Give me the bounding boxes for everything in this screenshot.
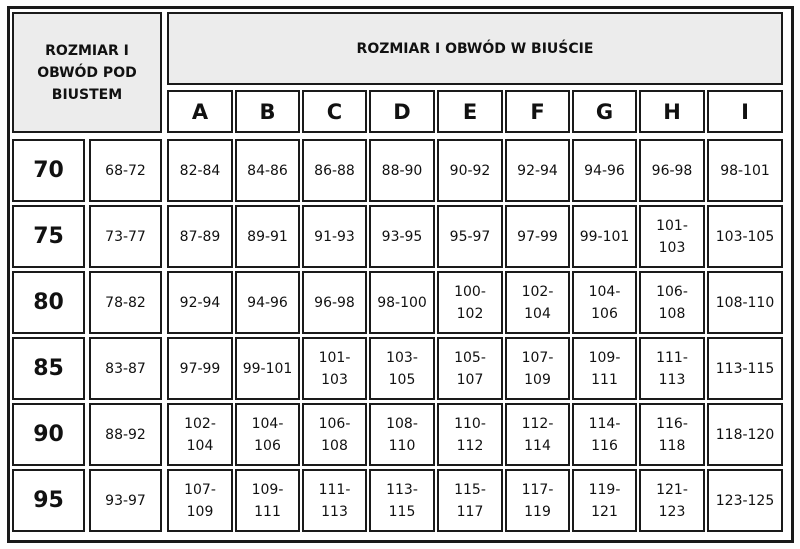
bust-cell [235,469,300,532]
bust-cell-text [656,413,688,457]
bust-cell-line: 113- [386,481,418,498]
cup-header-f-text [530,100,544,124]
cup-header-d [369,90,435,133]
cup-header-a [167,90,233,133]
bust-cell-text [319,479,351,523]
bust-cell-line: 106- [656,283,688,300]
bust-cell-text [184,479,216,523]
bust-cell-line: 95-97 [449,228,491,245]
underbust-range-line: 68-72 [105,162,146,179]
bust-cell-line: 105 [388,371,416,388]
bust-cell-text [589,479,621,523]
bust-cell-text [314,292,355,314]
bust-cell [639,139,705,202]
bust-cell-line: 113 [658,371,686,388]
cup-header-e-line: E [462,99,478,124]
bust-cell-line: 119 [524,503,551,520]
bust-cell-text [522,347,554,391]
bust-cell-text [180,358,221,380]
bust-cell-line: 110 [388,437,416,454]
bust-cell-line: 101- [656,217,688,234]
cup-header-g-text [596,100,613,124]
cup-header-g-line: G [595,99,614,124]
bust-cell-line: 99-101 [579,228,630,245]
band-size-95-line: 95 [33,488,64,513]
band-size-85-line: 85 [33,356,64,381]
bust-cell-line: 118 [658,437,686,454]
bust-cell-text [656,281,688,325]
underbust-range [89,403,162,466]
bust-header-line: ROZMIAR I OBWÓD W BIUŚCIE [356,40,594,57]
cup-header-a-line: A [191,99,209,124]
bust-cell-text [656,215,688,259]
band-size-90-line: 90 [33,422,64,447]
bust-cell-text [386,413,418,457]
underbust-range-line: 83-87 [105,360,146,377]
bust-cell-line: 99-101 [242,360,293,377]
bust-cell [369,271,435,334]
bust-cell-text [382,160,423,182]
bust-cell-text [454,281,486,325]
cup-header-i-line: I [741,99,749,124]
bust-cell-text [247,160,288,182]
band-size-95 [12,469,85,532]
bust-cell [167,139,233,202]
cup-header-a-text [192,100,208,124]
bust-cell-text [517,160,558,182]
bust-cell-text [522,479,554,523]
bust-cell-text [716,226,775,248]
band-size-80-line: 80 [33,290,64,315]
bust-cell-text [716,292,775,314]
bust-cell-text [589,347,621,391]
bust-cell-text [180,226,221,248]
bust-cell-text [454,347,486,391]
bust-cell-line: 111- [656,349,688,366]
bust-cell-text [720,160,770,182]
bust-cell-line: 117 [456,503,484,520]
bust-cell-text [386,479,418,523]
bust-cell [167,469,233,532]
bust-cell-line: 101- [318,349,351,366]
bust-cell-line: 108 [658,305,686,322]
bust-cell [639,403,705,466]
bust-cell-line: 102- [184,415,216,432]
cup-header-f-line: F [530,99,545,124]
cup-header-h-text [663,100,681,124]
bust-header [167,12,783,85]
bust-cell-line: 108 [321,437,348,454]
bust-cell [302,139,367,202]
bust-cell [639,337,705,400]
bust-cell-line: 113 [321,503,348,520]
bust-cell [235,403,300,466]
bust-cell-line: 107- [521,349,554,366]
bust-cell [437,139,503,202]
bust-cell-text [589,413,621,457]
bust-cell-text [517,226,558,248]
bust-cell-text [180,160,221,182]
bust-cell-text [652,160,693,182]
bust-cell-line: 111 [254,503,281,520]
cup-header-b-line: B [259,99,276,124]
bust-cell-text [580,226,630,248]
bust-cell-line: 109 [524,371,551,388]
underbust-range-line: 78-82 [105,294,146,311]
bust-cell [167,403,233,466]
bust-cell [505,337,570,400]
bust-cell-line: 89-91 [247,228,288,245]
cup-header-i-text [741,100,749,124]
bust-cell-line: 94-96 [247,294,288,311]
underbust-range [89,337,162,400]
bust-cell-line: 109- [251,481,284,498]
bust-cell-text [247,292,288,314]
band-size-95-text [33,488,64,513]
bust-cell [707,271,783,334]
underbust-range-text [105,160,146,182]
bust-cell [639,205,705,268]
bust-cell [437,337,503,400]
bust-cell-text [454,479,486,523]
bust-cell [707,469,783,532]
bust-cell [369,403,435,466]
bust-cell-line: 104 [524,305,551,322]
bust-cell-line: 93-95 [381,228,423,245]
bust-cell [302,271,367,334]
underbust-header-line: OBWÓD POD [37,64,137,81]
cup-header-e-text [463,100,477,124]
band-size-90-text [33,422,64,447]
bust-cell-line: 97-99 [179,360,221,377]
bust-cell-line: 88-90 [381,162,423,179]
bust-cell-line: 96-98 [651,162,693,179]
bust-cell [639,469,705,532]
bust-cell-line: 116 [591,437,618,454]
bust-cell-line: 98-100 [377,294,427,311]
band-size-85-text [33,356,64,381]
bust-cell-line: 105- [454,349,486,366]
bust-cell [707,139,783,202]
bust-cell-text [180,292,221,314]
bust-cell-line: 82-84 [179,162,221,179]
cup-header-c-text [327,100,342,124]
bust-cell-text [184,413,216,457]
band-size-70-text [33,158,64,183]
bust-cell-line: 104- [251,415,284,432]
underbust-range-text [105,358,146,380]
underbust-range-line: 93-97 [105,492,146,509]
bust-cell-line: 109 [186,503,214,520]
band-size-75-text [33,224,64,249]
bust-cell-text [450,160,491,182]
bust-cell-line: 112 [456,437,484,454]
bust-cell-text [522,281,554,325]
underbust-range-line: 73-77 [105,228,146,245]
bust-cell-line: 111 [591,371,618,388]
bust-cell-text [386,347,418,391]
bust-cell [572,403,637,466]
underbust-range [89,469,162,532]
cup-header-h [639,90,705,133]
bust-cell-text [716,490,775,512]
bust-cell-line: 103 [321,371,348,388]
bust-cell-line: 92-94 [517,162,558,179]
bust-cell-line: 118-120 [715,426,775,443]
bust-cell [572,205,637,268]
bust-cell-text [377,292,427,314]
bust-cell-line: 84-86 [247,162,288,179]
cup-header-d-line: D [393,99,411,124]
bust-cell-line: 86-88 [314,162,355,179]
bust-cell-line: 108-110 [715,294,775,311]
bust-cell-line: 117- [521,481,554,498]
bust-cell-text [522,413,554,457]
underbust-range-text [105,490,146,512]
cup-header-f [505,90,570,133]
bust-cell-text [247,226,288,248]
bust-cell [302,337,367,400]
bust-cell-line: 98-101 [720,162,770,179]
bust-cell [167,271,233,334]
cup-header-h-line: H [663,99,681,124]
bust-cell-line: 102- [521,283,554,300]
bust-cell-text [243,358,293,380]
band-size-75-line: 75 [33,224,64,249]
bust-cell-line: 123 [658,503,686,520]
underbust-header [12,12,162,133]
bust-header-text [357,38,594,60]
bust-cell-text [450,226,491,248]
bust-cell [302,469,367,532]
bust-cell-line: 100- [454,283,486,300]
bust-cell [707,337,783,400]
bust-cell-line: 123-125 [715,492,775,509]
bust-cell-line: 109- [588,349,621,366]
bust-cell-line: 115- [454,481,486,498]
underbust-range-text [105,292,146,314]
bust-cell-text [716,424,775,446]
bust-cell-line: 112- [521,415,554,432]
bust-cell [369,337,435,400]
bust-cell-line: 102 [456,305,484,322]
cup-header-c [302,90,367,133]
bust-cell-line: 119- [588,481,621,498]
bust-cell-line: 115 [388,503,416,520]
bust-cell-line: 90-92 [449,162,491,179]
bust-cell-line: 104 [186,437,214,454]
bust-cell-line: 114- [588,415,621,432]
bust-cell [437,469,503,532]
bust-cell-line: 103- [386,349,418,366]
cup-header-b-text [259,100,275,124]
cup-header-i [707,90,783,133]
band-size-90 [12,403,85,466]
bust-cell-text [454,413,486,457]
bust-cell-text [584,160,625,182]
bust-cell-line: 107 [456,371,484,388]
bust-cell [167,205,233,268]
bust-cell [707,403,783,466]
bust-cell [505,469,570,532]
bust-cell-line: 114 [524,437,551,454]
bust-cell-line: 91-93 [314,228,355,245]
bust-cell [505,139,570,202]
band-size-80-text [33,290,64,315]
bust-cell-line: 110- [454,415,486,432]
bust-cell [505,271,570,334]
bust-cell-text [716,358,775,380]
bust-cell [505,205,570,268]
underbust-range [89,271,162,334]
bust-cell [639,271,705,334]
bust-cell-line: 113-115 [715,360,775,377]
band-size-70 [12,139,85,202]
bust-cell [302,403,367,466]
bust-cell [437,403,503,466]
bust-cell [369,139,435,202]
bust-cell-line: 107- [184,481,216,498]
underbust-header-text [37,40,136,106]
bust-cell-text [319,413,351,457]
bust-cell-line: 87-89 [179,228,221,245]
bust-cell [235,337,300,400]
bust-cell-line: 108- [386,415,418,432]
bust-cell-text [314,226,355,248]
bust-cell [302,205,367,268]
bust-cell-text [252,413,284,457]
underbust-range-text [105,226,146,248]
bust-cell-line: 97-99 [517,228,558,245]
bust-cell [167,337,233,400]
bust-cell-line: 106 [254,437,281,454]
bust-cell-text [314,160,355,182]
bust-cell [505,403,570,466]
bust-cell-line: 121 [591,503,618,520]
underbust-range [89,139,162,202]
bust-cell-line: 96-98 [314,294,355,311]
band-size-80 [12,271,85,334]
bust-cell [369,469,435,532]
bust-cell-text [319,347,351,391]
bust-cell [437,205,503,268]
underbust-range-line: 88-92 [105,426,146,443]
bust-cell [572,139,637,202]
bust-cell-text [252,479,284,523]
bust-cell [437,271,503,334]
bust-cell-line: 111- [318,481,351,498]
bust-cell-text [382,226,423,248]
underbust-header-line: BIUSTEM [51,86,123,103]
underbust-range [89,205,162,268]
cup-header-c-line: C [326,99,343,124]
band-size-70-line: 70 [33,158,64,183]
bust-cell [235,205,300,268]
bust-cell [235,271,300,334]
bust-cell-line: 103-105 [715,228,775,245]
bust-cell-line: 94-96 [584,162,625,179]
cup-header-b [235,90,300,133]
bust-cell-line: 103 [658,239,686,256]
bust-cell-text [589,281,621,325]
bust-cell-line: 92-94 [179,294,221,311]
cup-header-e [437,90,503,133]
bust-cell-line: 121- [656,481,688,498]
band-size-75 [12,205,85,268]
bust-cell-text [656,479,688,523]
underbust-header-line: ROZMIAR I [45,42,129,59]
bust-cell [369,205,435,268]
bust-cell [572,469,637,532]
bust-cell-line: 106- [318,415,351,432]
cup-header-g [572,90,637,133]
band-size-85 [12,337,85,400]
underbust-range-text [105,424,146,446]
bust-cell [572,271,637,334]
bust-cell-line: 106 [591,305,618,322]
bust-cell-text [656,347,688,391]
bust-cell [707,205,783,268]
bust-cell [572,337,637,400]
bust-cell-line: 116- [656,415,688,432]
bust-cell-line: 104- [588,283,621,300]
cup-header-d-text [393,100,410,124]
bust-cell [235,139,300,202]
